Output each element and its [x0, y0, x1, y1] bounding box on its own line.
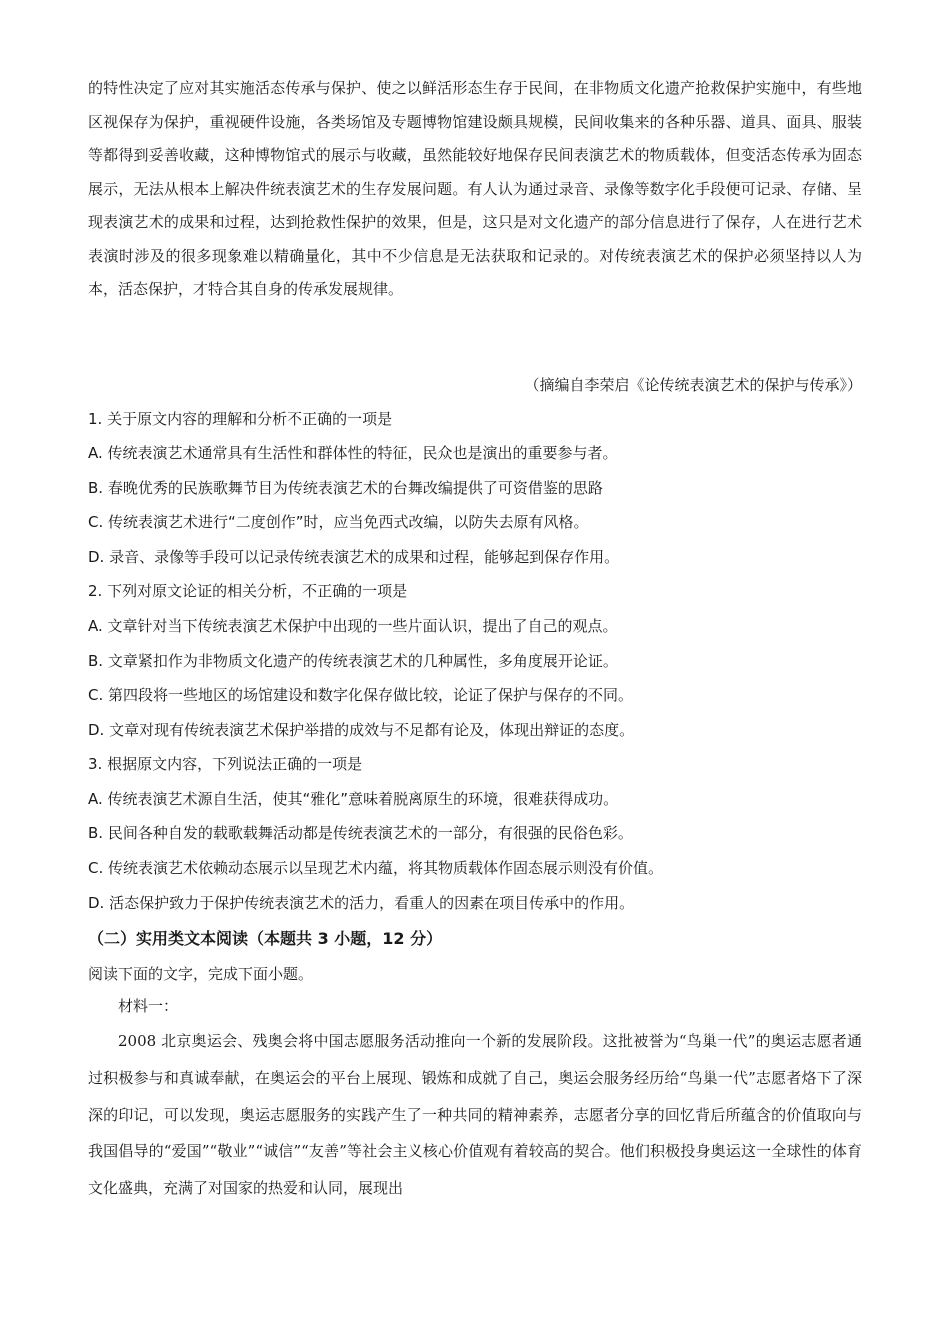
question-3-option-b: B. 民间各种自发的载歌载舞活动都是传统表演艺术的一部分，有很强的民俗色彩。 — [88, 824, 633, 842]
passage-citation: （摘编自李荣启《论传统表演艺术的保护与传承》） — [524, 376, 862, 394]
question-2-option-b: B. 文章紧扣作为非物质文化遗产的传统表演艺术的几种属性，多角度展开论证。 — [88, 652, 618, 670]
section-2-heading: （二）实用类文本阅读（本题共 3 小题，12 分） — [88, 929, 443, 948]
question-3-option-c: C. 传统表演艺术依赖动态展示以呈现艺术内蕴，将其物质载体作固态展示则没有价值。 — [88, 859, 664, 877]
question-2-option-c: C. 第四段将一些地区的场馆建设和数字化保存做比较，论证了保护与保存的不同。 — [88, 686, 634, 704]
material-1-paragraph: 2008 北京奥运会、残奥会将中国志愿服务活动推向一个新的发展阶段。这批被誉为“鸟巢一代”的奥运志愿者通过积极参与和真诚奉献，在奥运会的平台上展现、锻炼和成就了自己，奥运会服务经历给“鸟巢一代”志愿者烙下了深深的印记，可以发现，奥运志愿服务的实践产生了一种共同的精神素养，志愿者分享的回忆背后所蕴含的价值取向与我国倡导的“爱国”“敬业”“诚信”“友善”等社会主义核心价值观有着较高的契合。他们积极投身奥运这一全球性的体育文化盛典，充满了对国家的热爱和认同，展现出 — [88, 1032, 862, 1198]
question-2-option-d: D. 文章对现有传统表演艺术保护举措的成效与不足都有论及，体现出辩证的态度。 — [88, 721, 635, 739]
question-2-option-a: A. 文章针对当下传统表演艺术保护中出现的一些片面认识，提出了自己的观点。 — [88, 617, 618, 635]
question-1-option-d: D. 录音、录像等手段可以记录传统表演艺术的成果和过程，能够起到保存作用。 — [88, 548, 620, 566]
question-1-option-c: C. 传统表演艺术进行“二度创作”时，应当免西式改编，以防失去原有风格。 — [88, 513, 589, 531]
question-1-option-a: A. 传统表演艺术通常具有生活性和群体性的特征，民众也是演出的重要参与者。 — [88, 444, 618, 462]
passage-continuation: 的特性决定了应对其实施活态传承与保护、使之以鲜活形态生存于民间，在非物质文化遗产抢救保护实施中，有些地区视保存为保护，重视硬件设施，各类场馆及专题博物馆建设颇具规模，民间收集来的各种乐器、道具、面具、服装等都得到妥善收藏，这种博物馆式的展示与收藏，虽然能较好地保存民间表演艺术的物质载体，但变活态传承为固态展示，无法从根本上解决件统表演艺术的生存发展问题。有人认为通过录音、录像等数字化手段便可记录、存储、呈现表演艺术的成果和过程，达到抢救性保护的效果，但是，这只是对文化遗产的部分信息进行了保存，人在进行艺术表演时涉及的很多现象难以精确量化，其中不少信息是无法获取和记录的。对传统表演艺术的保护必须坚持以人为本，活态保护，才特合其自身的传承发展规律。 — [88, 79, 862, 298]
question-3-option-a: A. 传统表演艺术源自生活，使其“雅化”意味着脱离原生的环境，很难获得成功。 — [88, 790, 619, 808]
material-1-label: 材料一： — [118, 997, 179, 1015]
question-3-option-d: D. 活态保护致力于保护传统表演艺术的活力，看重人的因素在项目传承中的作用。 — [88, 894, 635, 912]
question-1-stem: 1. 关于原文内容的理解和分析不正确的一项是 — [88, 410, 393, 428]
question-1-option-b: B. 春晚优秀的民族歌舞节目为传统表演艺术的台舞改编提供了可资借鉴的思路 — [88, 479, 603, 497]
question-2-stem: 2. 下列对原文论证的相关分析，不正确的一项是 — [88, 582, 408, 600]
question-3-stem: 3. 根据原文内容，下列说法正确的一项是 — [88, 755, 363, 773]
section-2-instruction: 阅读下面的文字，完成下面小题。 — [88, 965, 314, 983]
